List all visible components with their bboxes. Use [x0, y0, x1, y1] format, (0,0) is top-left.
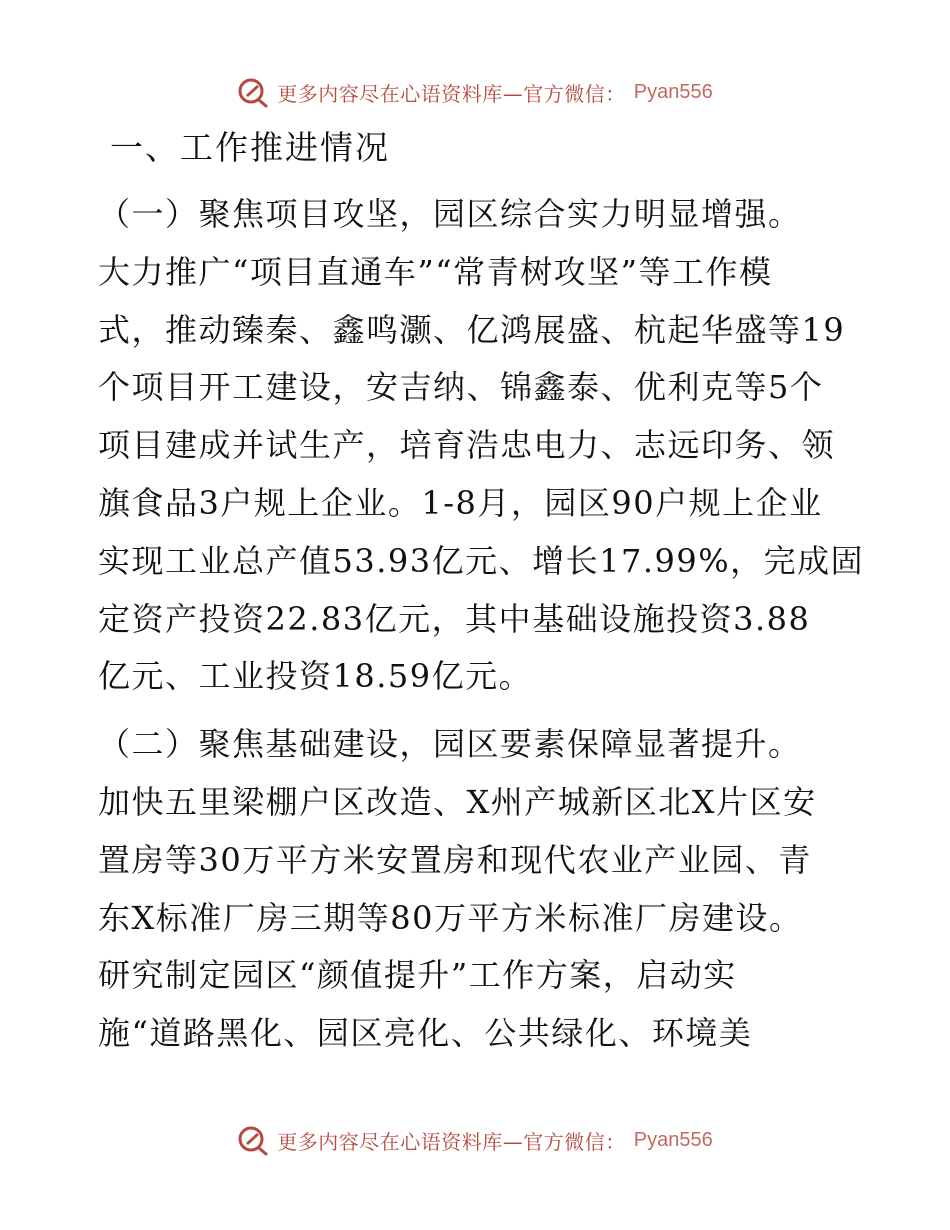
- paragraph-2: [98, 774, 858, 1063]
- magnifier-pen-logo-icon: [237, 76, 269, 108]
- text-line: 项目建成并试生产，培育浩忠电力、志远印务、领: [98, 426, 836, 465]
- text-line: 定资产投资22.83亿元，其中基础设施投资3.88: [98, 599, 811, 638]
- magnifier-pen-logo-icon: [237, 1124, 269, 1156]
- text-line: 置房等30万平方米安置房和现代农业产业园、青: [98, 840, 812, 879]
- paragraph-1: [98, 244, 865, 706]
- watermark-text: 更多内容尽在心语资料库—官方微信：: [277, 1129, 626, 1154]
- watermark-handle: Pyan556: [633, 80, 713, 103]
- document-body: [98, 120, 865, 1063]
- subsection-title-1: （一）聚焦项目攻坚，园区综合实力明显增强。: [98, 195, 802, 233]
- text-line: 东X标准厂房三期等80万平方米标准厂房建设。: [98, 898, 803, 937]
- text-line: 施“道路黑化、园区亮化、公共绿化、环境美: [98, 1014, 753, 1053]
- watermark-banner-bottom: [0, 1120, 950, 1160]
- watermark-text: 更多内容尽在心语资料库—官方微信：: [277, 81, 626, 106]
- text-line: 亿元、工业投资18.59亿元。: [98, 657, 533, 696]
- text-line: 旗食品3户规上企业。1-8月，园区90户规上企业: [98, 483, 823, 522]
- watermark-handle: Pyan556: [633, 1128, 713, 1151]
- text-line: 大力推广“项目直通车”“常青树攻坚”等工作模: [98, 252, 773, 291]
- text-line: 研究制定园区“颜值提升”工作方案，启动实: [98, 956, 737, 995]
- text-line: 加快五里梁棚户区改造、X州产城新区北X片区安: [98, 782, 817, 821]
- text-line: 个项目开工建设，安吉纳、锦鑫泰、优利克等5个: [98, 368, 824, 407]
- section-heading: 一、工作推进情况: [110, 128, 390, 167]
- text-line: 实现工业总产值53.93亿元、增长17.99%，完成固: [98, 541, 865, 580]
- text-line: 式，推动臻秦、鑫鸣灏、亿鸿展盛、杭起华盛等19: [98, 310, 846, 349]
- subsection-title-2: （二）聚焦基础建设，园区要素保障显著提升。: [98, 725, 802, 764]
- watermark-banner-top: [0, 72, 950, 112]
